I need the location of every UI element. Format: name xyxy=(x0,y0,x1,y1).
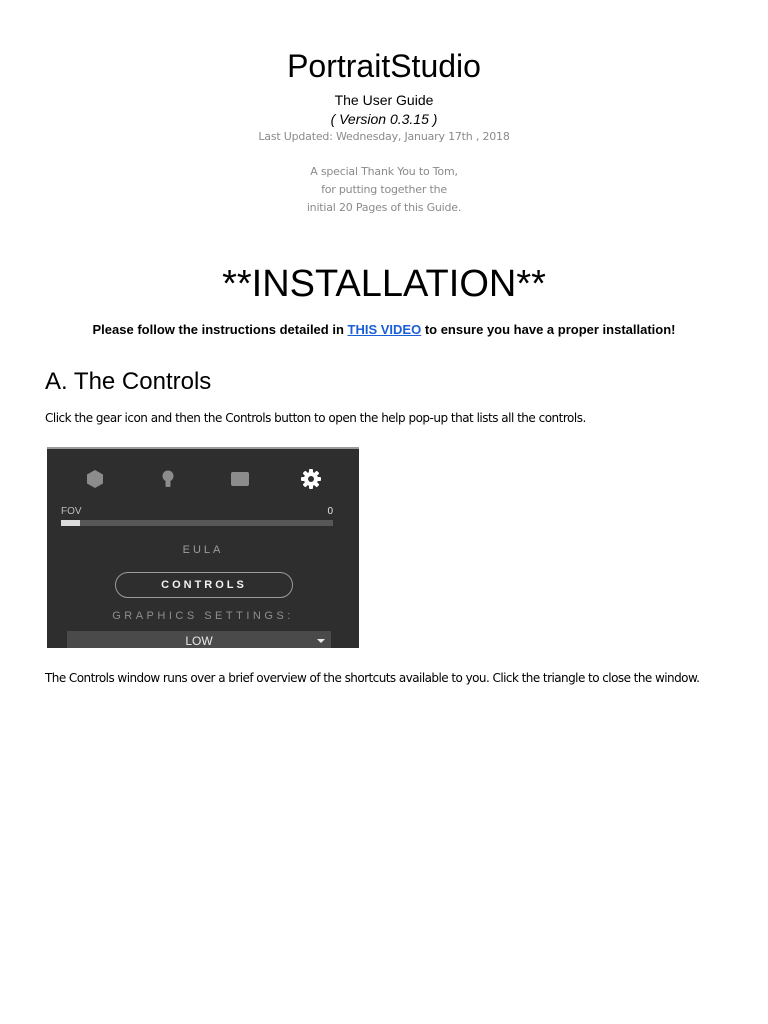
graphics-select xyxy=(67,631,331,648)
document-subtitle: The User Guide xyxy=(334,92,434,108)
caret-down-icon xyxy=(317,639,325,643)
paragraph: The Controls window runs over a brief overview of the shortcuts available to you. Click the triangle to close the window. xyxy=(45,671,700,685)
installation-instruction xyxy=(0,321,768,339)
fov-value: 0 xyxy=(327,506,333,517)
instruction-text: to ensure you have a proper installation! xyxy=(421,322,676,337)
fov-slider-fill xyxy=(61,520,80,526)
version-label: ( Version 0.3.15 ) xyxy=(330,111,438,127)
thanks-line: initial 20 Pages of this Guide. xyxy=(306,201,462,214)
eula-link: EULA xyxy=(182,544,224,556)
gear-icon xyxy=(301,469,321,489)
thanks-line: for putting together the xyxy=(321,183,447,196)
hexagon-icon xyxy=(85,469,105,489)
graphics-settings-label: GRAPHICS SETTINGS: xyxy=(112,610,294,622)
installation-heading: **INSTALLATION** xyxy=(222,263,546,305)
controls-button: CONTROLS xyxy=(115,572,293,598)
video-link[interactable]: THIS VIDEO xyxy=(347,322,422,337)
bulb-icon xyxy=(158,469,178,489)
fov-slider xyxy=(61,520,333,526)
last-updated: Last Updated: Wednesday, January 17th , 2018 xyxy=(258,130,510,143)
fov-label: FOV xyxy=(61,506,82,517)
document-title: PortraitStudio xyxy=(287,48,481,84)
graphics-select-value: LOW xyxy=(185,634,213,648)
section-heading: A. The Controls xyxy=(45,368,212,395)
controls-screenshot xyxy=(47,447,359,648)
instruction-text: Please follow the instructions detailed in xyxy=(92,322,348,337)
thanks-line: A special Thank You to Tom, xyxy=(310,165,458,178)
folder-icon xyxy=(230,469,250,489)
paragraph: Click the gear icon and then the Controls button to open the help pop-up that lists all the controls. xyxy=(45,411,586,425)
